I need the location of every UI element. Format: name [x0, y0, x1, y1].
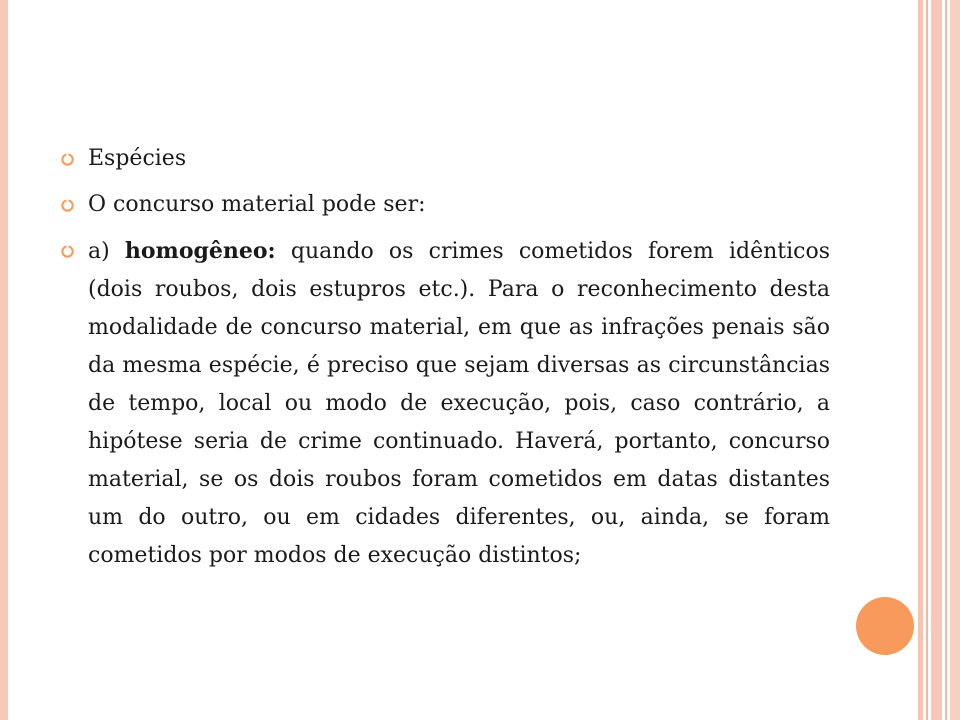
ring-bullet-icon — [60, 244, 75, 259]
right-stripe-decoration — [945, 0, 947, 720]
right-stripe-decoration — [918, 0, 923, 720]
orange-circle-decoration — [856, 597, 914, 655]
bullet-item-especies — [60, 140, 830, 178]
bullet-text: O concurso material pode ser: — [88, 192, 426, 217]
bullet-text: quando os crimes cometidos forem idênticos (dois roubos, dois estupros etc.). Para o reconhecimento desta modalidade de concurso material, em que as infrações penais são da mesma espécie, é preciso que sejam diversas as circunstâncias de tempo, local ou modo de execução, pois, caso contrário, a hipótese seria de crime continuado. Haverá, portanto, concurso material, se os dois roubos foram cometidos em datas distantes um do outro, ou em cidades diferentes, ou, ainda, se foram cometidos por modos de execução distintos; — [88, 239, 830, 568]
right-stripe-decoration — [926, 0, 928, 720]
left-border-decoration — [0, 0, 8, 720]
ring-bullet-icon — [60, 152, 75, 167]
bullet-list — [60, 140, 830, 583]
bullet-prefix: a) — [88, 239, 125, 264]
right-stripe-decoration — [931, 0, 942, 720]
bullet-bold-term: homogêneo: — [124, 238, 276, 264]
bullet-text: Espécies — [88, 146, 187, 171]
bullet-item-homogeneo — [60, 232, 830, 575]
right-stripe-decoration — [950, 0, 960, 720]
bullet-item-concurso — [60, 186, 830, 224]
ring-bullet-icon — [60, 198, 75, 213]
